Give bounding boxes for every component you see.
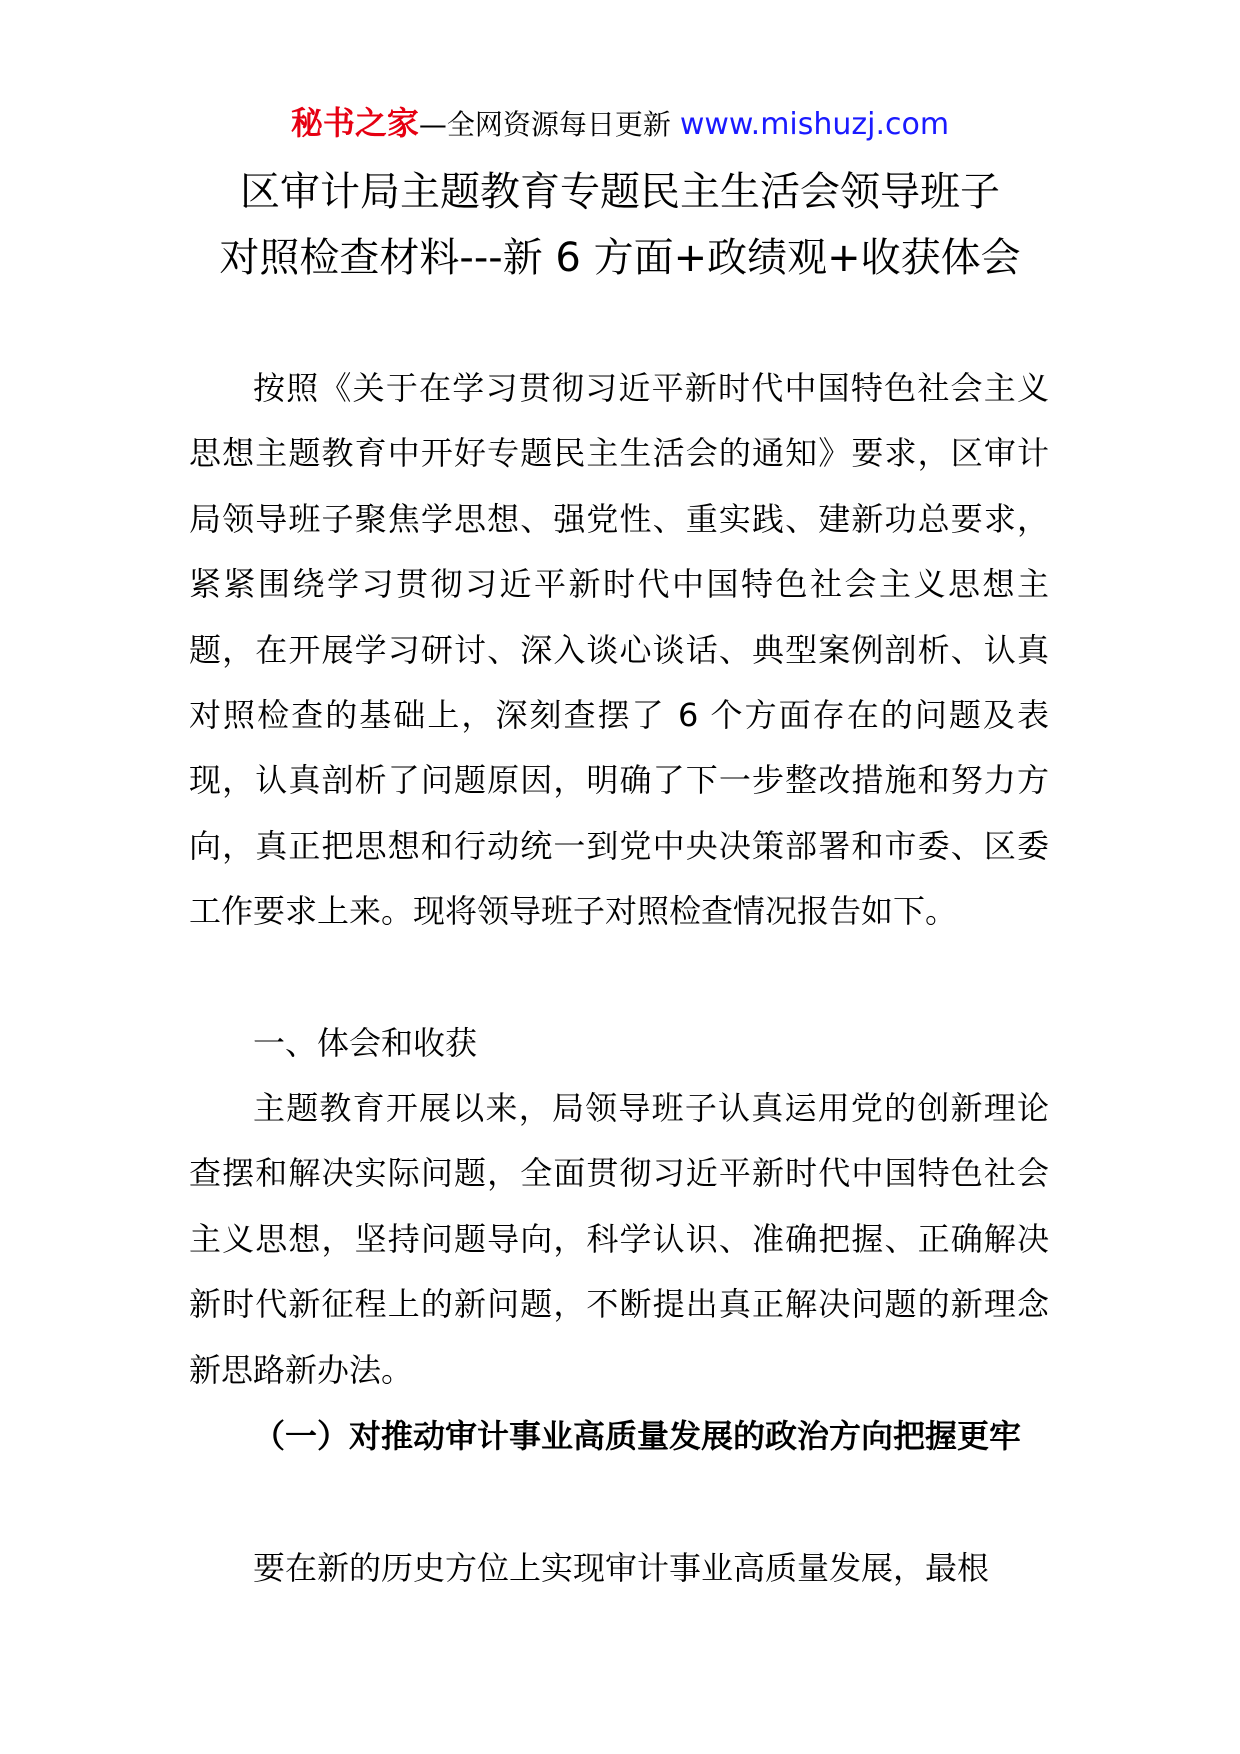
section-one-body-block [189,1076,1049,1403]
intro-paragraph: 按照《关于在学习贯彻习近平新时代中国特色社会主义思想主题教育中开好专题民主生活会的通知》要求，区审计局领导班子聚焦学思想、强党性、重实践、建新功总要求，紧紧围绕学习贯彻习近平新时代中国特色社会主义思想主题，在开展学习研讨、深入谈心谈话、典型案例剖析、认真对照检查的基础上，深刻查摆了 6 个方面存在的问题及表现，认真剖析了问题原因，明确了下一步整改措施和努力方向，真正把思想和行动统一到党中央决策部署和市委、区委工作要求上来。现将领导班子对照检查情况报告如下。 [189,369,1049,931]
subsection-one-body: 要在新的历史方位上实现审计事业高质量发展，最根 [253,1549,990,1587]
subsection-one-body-block [189,1536,1049,1601]
section-one-body: 主题教育开展以来，局领导班子认真运用党的创新理论查摆和解决实际问题，全面贯彻习近平新时代中国特色社会主义思想，坚持问题导向，科学认识、准确把握、正确解决新时代新征程上的新问题，不断提出真正解决问题的新理念新思路新办法。 [189,1089,1049,1389]
document-title-line-2: 对照检查材料---新 6 方面+政绩观+收获体会 [219,235,1021,281]
intro-paragraph-block [189,356,1049,945]
site-header [0,98,1240,150]
subsection-one-heading-block [189,1404,1049,1469]
subsection-one-heading: （一）对推动审计事业高质量发展的政治方向把握更牢 [253,1417,1022,1455]
brand-tagline: —全网资源每日更新 [418,108,680,141]
site-url-link[interactable]: www.mishuzj.com [679,107,950,142]
section-one-heading: 一、体会和收获 [253,1024,478,1062]
brand-name: 秘书之家 [290,104,419,142]
document-title-line-1: 区审计局主题教育专题民主生活会领导班子 [240,169,1000,215]
section-one-heading-block [189,1011,1049,1076]
